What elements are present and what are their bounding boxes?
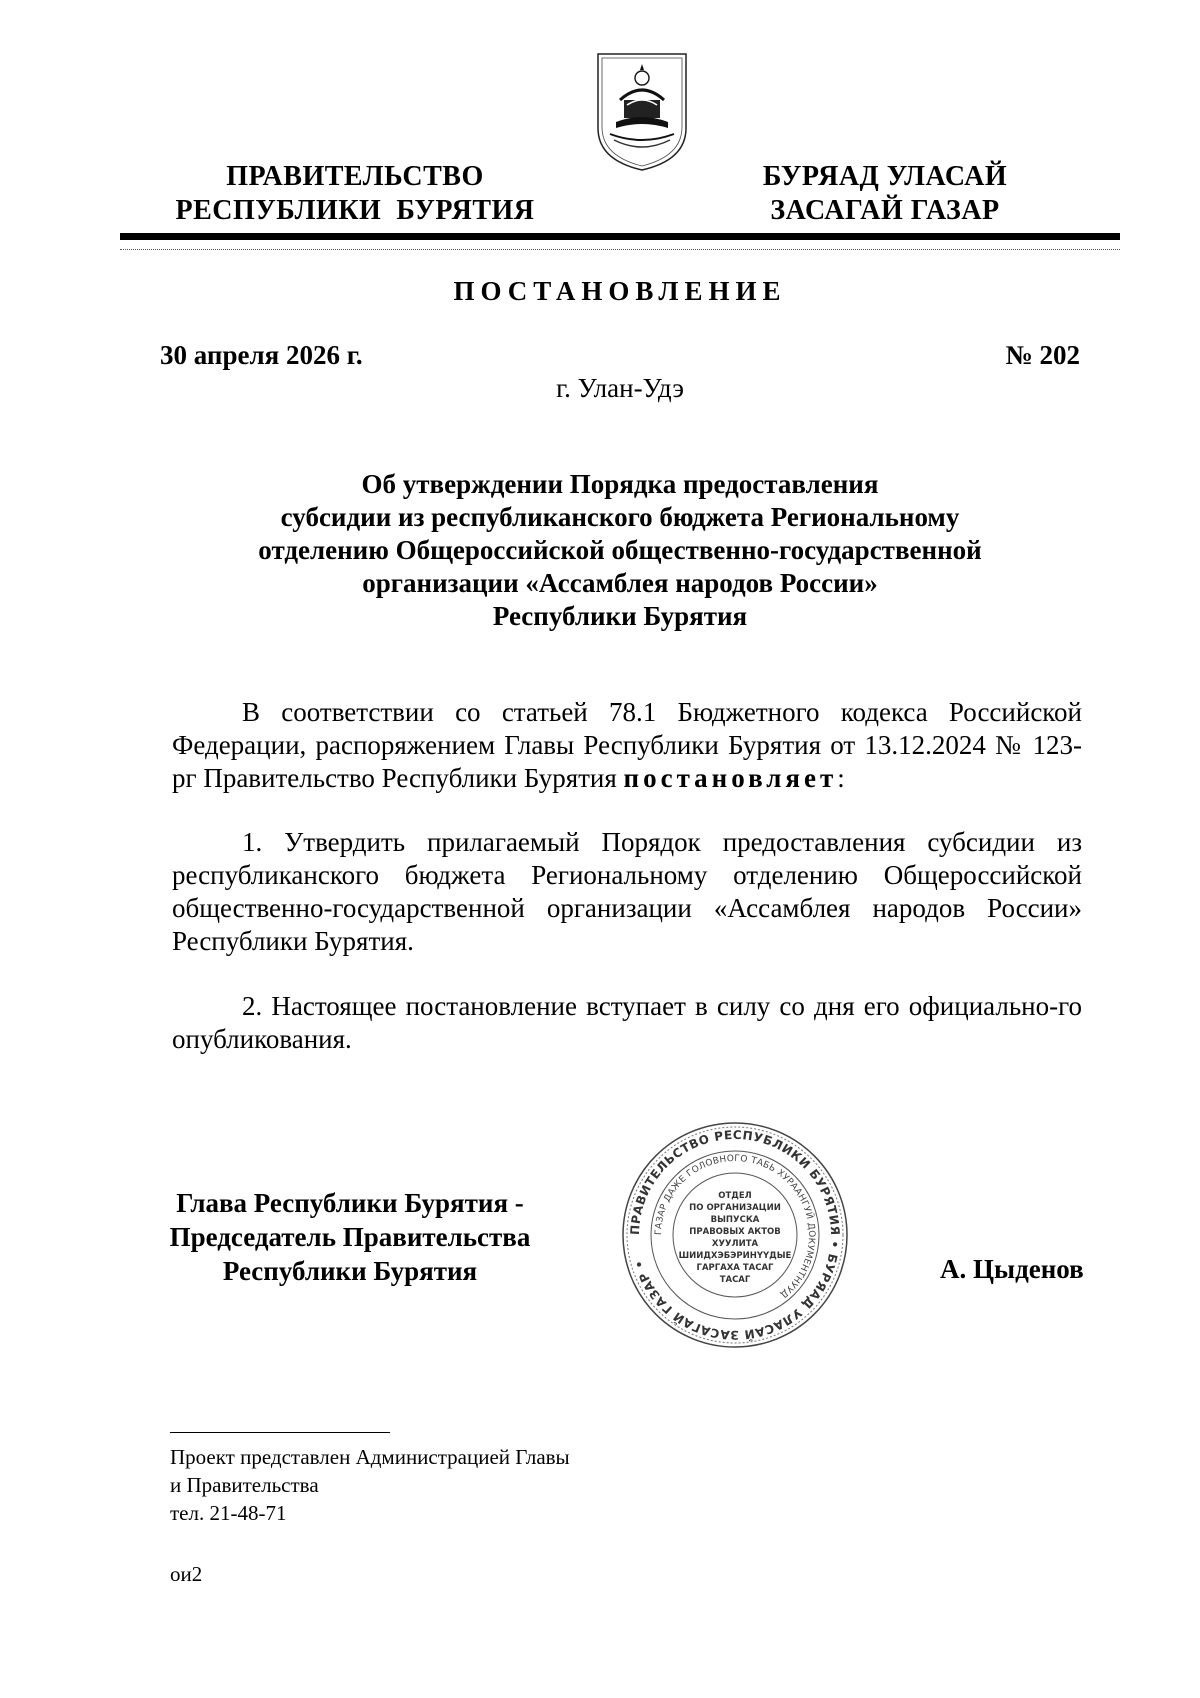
seal-center-line: ШИИДХЭБЭРИНҮҮДЫЕ (678, 1251, 792, 1261)
footer-note (170, 1443, 570, 1527)
seal-center-line: ПО ОРГАНИЗАЦИИ (689, 1203, 781, 1213)
seal-inner-text: ГАЗАР ДАЖЕ ГОЛОВНОГО ТАБЬ ХУРААНГУЙ ДОКУМЕНТНУУД (653, 1153, 817, 1300)
signatory-position-line: Республики Бурятия (222, 1256, 478, 1286)
document-title-line: Об утверждении Порядка предоставления (361, 469, 879, 499)
item-2-text: 2. Настоящее постановление вступает в силу со дня его официально-го опубликования. (172, 991, 1082, 1054)
footer-note-line: тел. 21-48-71 (170, 1501, 287, 1525)
org-name-ru (150, 160, 560, 228)
signatory-name: А. Цыденов (940, 1254, 1084, 1284)
org-name-ru-line2: РЕСПУБЛИКИ БУРЯТИЯ (175, 195, 535, 226)
preamble-text: В соответствии со статьей 78.1 Бюджетного кодекса Российской Федерации, распоряжением Главы Республики Бурятия от 13.12.2024 № 123-рг Правительство Республики Бурятия (172, 697, 1082, 793)
seal-center-line: ТАСАГ (719, 1275, 751, 1285)
document-type: ПОСТАНОВЛЕНИЕ (453, 276, 787, 306)
official-seal-icon (620, 1120, 850, 1350)
signatory-position (150, 1186, 550, 1288)
seal-center-line: ПРАВОВЫХ АКТОВ (689, 1227, 781, 1237)
seal-center-line: ОТДЕЛ (718, 1191, 752, 1201)
document-title (160, 468, 1080, 633)
document-title-line: субсидии из республиканского бюджета Региональному (280, 502, 960, 532)
document-title-line: Республики Бурятия (492, 601, 748, 631)
preamble-paragraph (172, 696, 1082, 795)
seal-center-line: ХУУЛИТА (711, 1239, 759, 1249)
document-title-line: организации «Ассамблея народов России» (362, 568, 878, 598)
footer-note-line: Проект представлен Администрацией Главы (170, 1445, 570, 1469)
seal-center-line: ВЫПУСКА (710, 1215, 760, 1225)
header-rule-thin (120, 249, 1120, 250)
seal-center-line: ГАРГАХА ТАСАГ (696, 1263, 774, 1273)
item-1-text: 1. Утвердить прилагаемый Порядок предоставления субсидии из республиканского бюджета Региональному отделению Общероссийской общественно-государственной организации «Ассамблея народов России» Республики Бурятия. (172, 827, 1082, 956)
header-rule-thick (120, 233, 1120, 240)
preamble-end: : (837, 763, 845, 793)
footer-rule (170, 1432, 390, 1433)
org-name-ru-line1: ПРАВИТЕЛЬСТВО (226, 161, 484, 192)
org-name-bua-line2: ЗАСАГАЙ ГАЗАР (770, 195, 1000, 226)
document-city: г. Улан-Удэ (556, 373, 684, 403)
org-name-bua (725, 160, 1045, 228)
coat-of-arms-icon (594, 50, 690, 172)
signatory-position-line: Глава Республики Бурятия - (176, 1188, 524, 1218)
document-number: № 202 (1005, 340, 1080, 370)
preamble-verb: постановляет (623, 763, 838, 793)
item-2-paragraph (172, 990, 1082, 1056)
document-title-line: отделению Общероссийской общественно-государственной (258, 535, 982, 565)
item-1-paragraph (172, 826, 1082, 958)
seal-outer-text: ПРАВИТЕЛЬСТВО РЕСПУБЛИКИ БУРЯТИЯ • БУРЯАД УЛАСАЙ ЗАСАГАЙ ГАЗАР • (627, 1127, 843, 1343)
signatory-position-line: Председатель Правительства (169, 1222, 531, 1252)
footer-code: ои2 (170, 1562, 203, 1586)
footer-note-line: и Правительства (170, 1473, 319, 1497)
org-name-bua-line1: БУРЯАД УЛАСАЙ (762, 161, 1008, 192)
document-date: 30 апреля 2026 г. (160, 340, 363, 370)
